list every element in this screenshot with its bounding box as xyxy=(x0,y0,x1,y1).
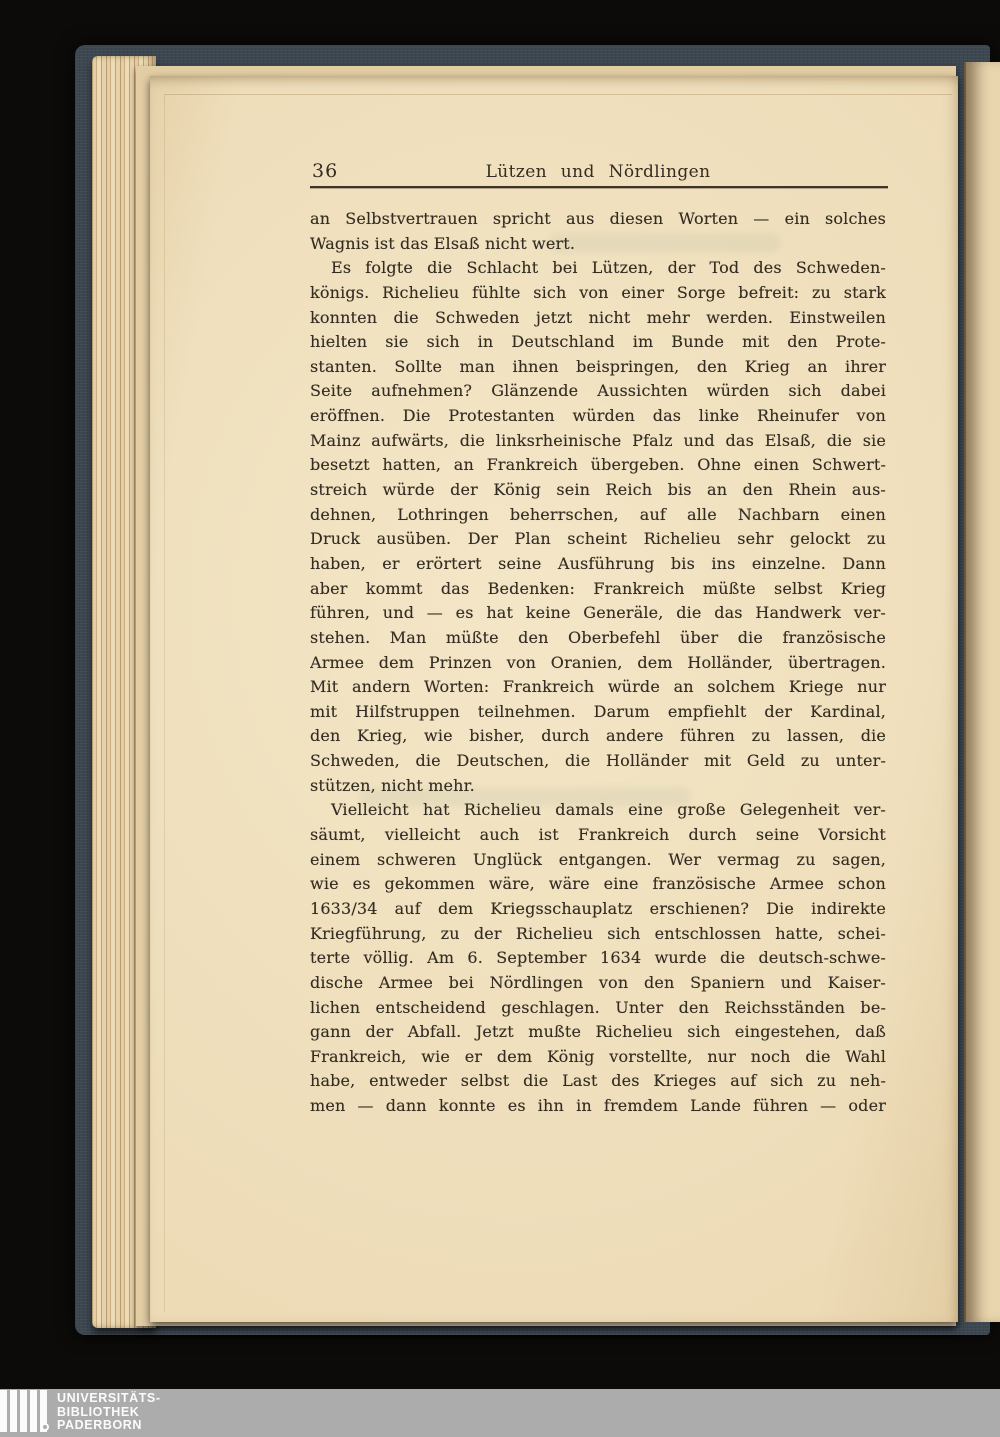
logo-bar-icon xyxy=(20,1390,27,1432)
text-line: besetzt hatten, an Frankreich übergeben. Ohne einen Schwert- xyxy=(310,455,886,475)
body-text-block xyxy=(310,207,886,1119)
text-line: Wagnis ist das Elsaß nicht wert. xyxy=(310,233,576,253)
page-number: 36 xyxy=(312,160,339,182)
text-line: Mainz aufwärts, die linksrheinische Pfalz und das Elsaß, die sie xyxy=(310,430,886,450)
text-line: aber kommt das Bedenken: Frankreich müßte selbst Krieg xyxy=(310,578,886,598)
text-line: führen, und — es hat keine Generäle, die das Handwerk ver- xyxy=(310,603,886,623)
text-line: hielten sie sich in Deutschland im Bunde mit den Prote- xyxy=(310,332,886,352)
logo-dot-icon xyxy=(41,1423,49,1431)
text-line: 1633/34 auf dem Kriegsschauplatz erschienen? Die indirekte xyxy=(310,898,886,918)
library-name-line: BIBLIOTHEK xyxy=(57,1404,140,1419)
text-line: einem schweren Unglück entgangen. Wer vermag zu sagen, xyxy=(310,849,886,869)
text-line: gann der Abfall. Jetzt mußte Richelieu sich eingestehen, daß xyxy=(310,1022,886,1042)
text-line: Schweden, die Deutschen, die Holländer mit Geld zu unter- xyxy=(310,751,886,771)
page-header xyxy=(310,160,886,186)
text-line: an Selbstvertrauen spricht aus diesen Worten — ein solches xyxy=(310,209,886,228)
running-header-title: Lützen und Nördlingen xyxy=(485,162,711,182)
text-line: habe, entweder selbst die Last des Krieges auf sich zu neh- xyxy=(310,1071,886,1091)
library-name xyxy=(57,1392,161,1433)
text-line: wie es gekommen wäre, wäre eine französische Armee schon xyxy=(310,874,886,894)
header-rule xyxy=(310,186,888,188)
text-line: stützen, nicht mehr. xyxy=(310,775,475,795)
text-line: konnten die Schweden jetzt nicht mehr werden. Einstweilen xyxy=(310,307,886,327)
text-line: Mit andern Worten: Frankreich würde an solchem Kriege nur xyxy=(310,677,886,697)
text-line: lichen entscheidend geschlagen. Unter den Reichsständen be- xyxy=(310,997,886,1017)
library-name-line: UNIVERSITÄTS- xyxy=(57,1391,161,1405)
text-line: Es folgte die Schlacht bei Lützen, der Tod des Schweden- xyxy=(331,258,886,278)
text-line: eröffnen. Die Protestanten würden das linke Rheinufer von xyxy=(310,406,886,426)
text-line: stehen. Man müßte den Oberbefehl über die französische xyxy=(310,627,886,647)
text-line: dehnen, Lothringen beherrschen, auf alle Nachbarn einen xyxy=(310,504,886,524)
text-line: säumt, vielleicht auch ist Frankreich durch seine Vorsicht xyxy=(310,825,886,845)
text-line: dische Armee bei Nördlingen von den Spaniern und Kaiser- xyxy=(310,972,886,992)
text-line: haben, er erörtert seine Ausführung bis ins einzelne. Dann xyxy=(310,553,886,573)
text-line: Druck ausüben. Der Plan scheint Richelieu sehr gelockt zu xyxy=(310,529,886,549)
text-line: Frankreich, wie er dem König vorstellte, nur noch die Wahl xyxy=(310,1046,886,1066)
text-line: Kriegführung, zu der Richelieu sich entschlossen hatte, schei- xyxy=(310,923,886,943)
text-line: Seite aufnehmen? Glänzende Aussichten würden sich dabei xyxy=(310,381,886,401)
text-line: mit Hilfstruppen teilnehmen. Darum empfiehlt der Kardinal, xyxy=(310,701,886,721)
facing-page-sliver xyxy=(964,62,1000,1322)
book-page xyxy=(150,76,958,1322)
library-name-line: PADERBORN xyxy=(57,1418,143,1432)
text-line: men — dann konnte es ihn in fremdem Lande führen — oder xyxy=(310,1096,886,1116)
library-logo-icon xyxy=(0,1390,52,1432)
logo-bar-icon xyxy=(0,1390,7,1432)
text-line: den Krieg, wie bisher, durch andere führen zu lassen, die xyxy=(310,726,886,746)
text-line: streich würde der König sein Reich bis an den Rhein aus- xyxy=(310,480,886,500)
logo-bar-icon xyxy=(30,1390,37,1432)
text-line: stanten. Sollte man ihnen beispringen, den Krieg an ihrer xyxy=(310,356,886,376)
text-line: terte völlig. Am 6. September 1634 wurde die deutsch-schwe- xyxy=(310,948,886,968)
text-line: königs. Richelieu fühlte sich von einer Sorge befreit: zu stark xyxy=(310,282,886,302)
library-watermark-bar xyxy=(0,1389,1000,1437)
text-line: Armee dem Prinzen von Oranien, dem Holländer, übertragen. xyxy=(310,652,886,672)
text-line: Vielleicht hat Richelieu damals eine große Gelegenheit ver- xyxy=(331,800,886,820)
logo-bar-icon xyxy=(10,1390,17,1432)
